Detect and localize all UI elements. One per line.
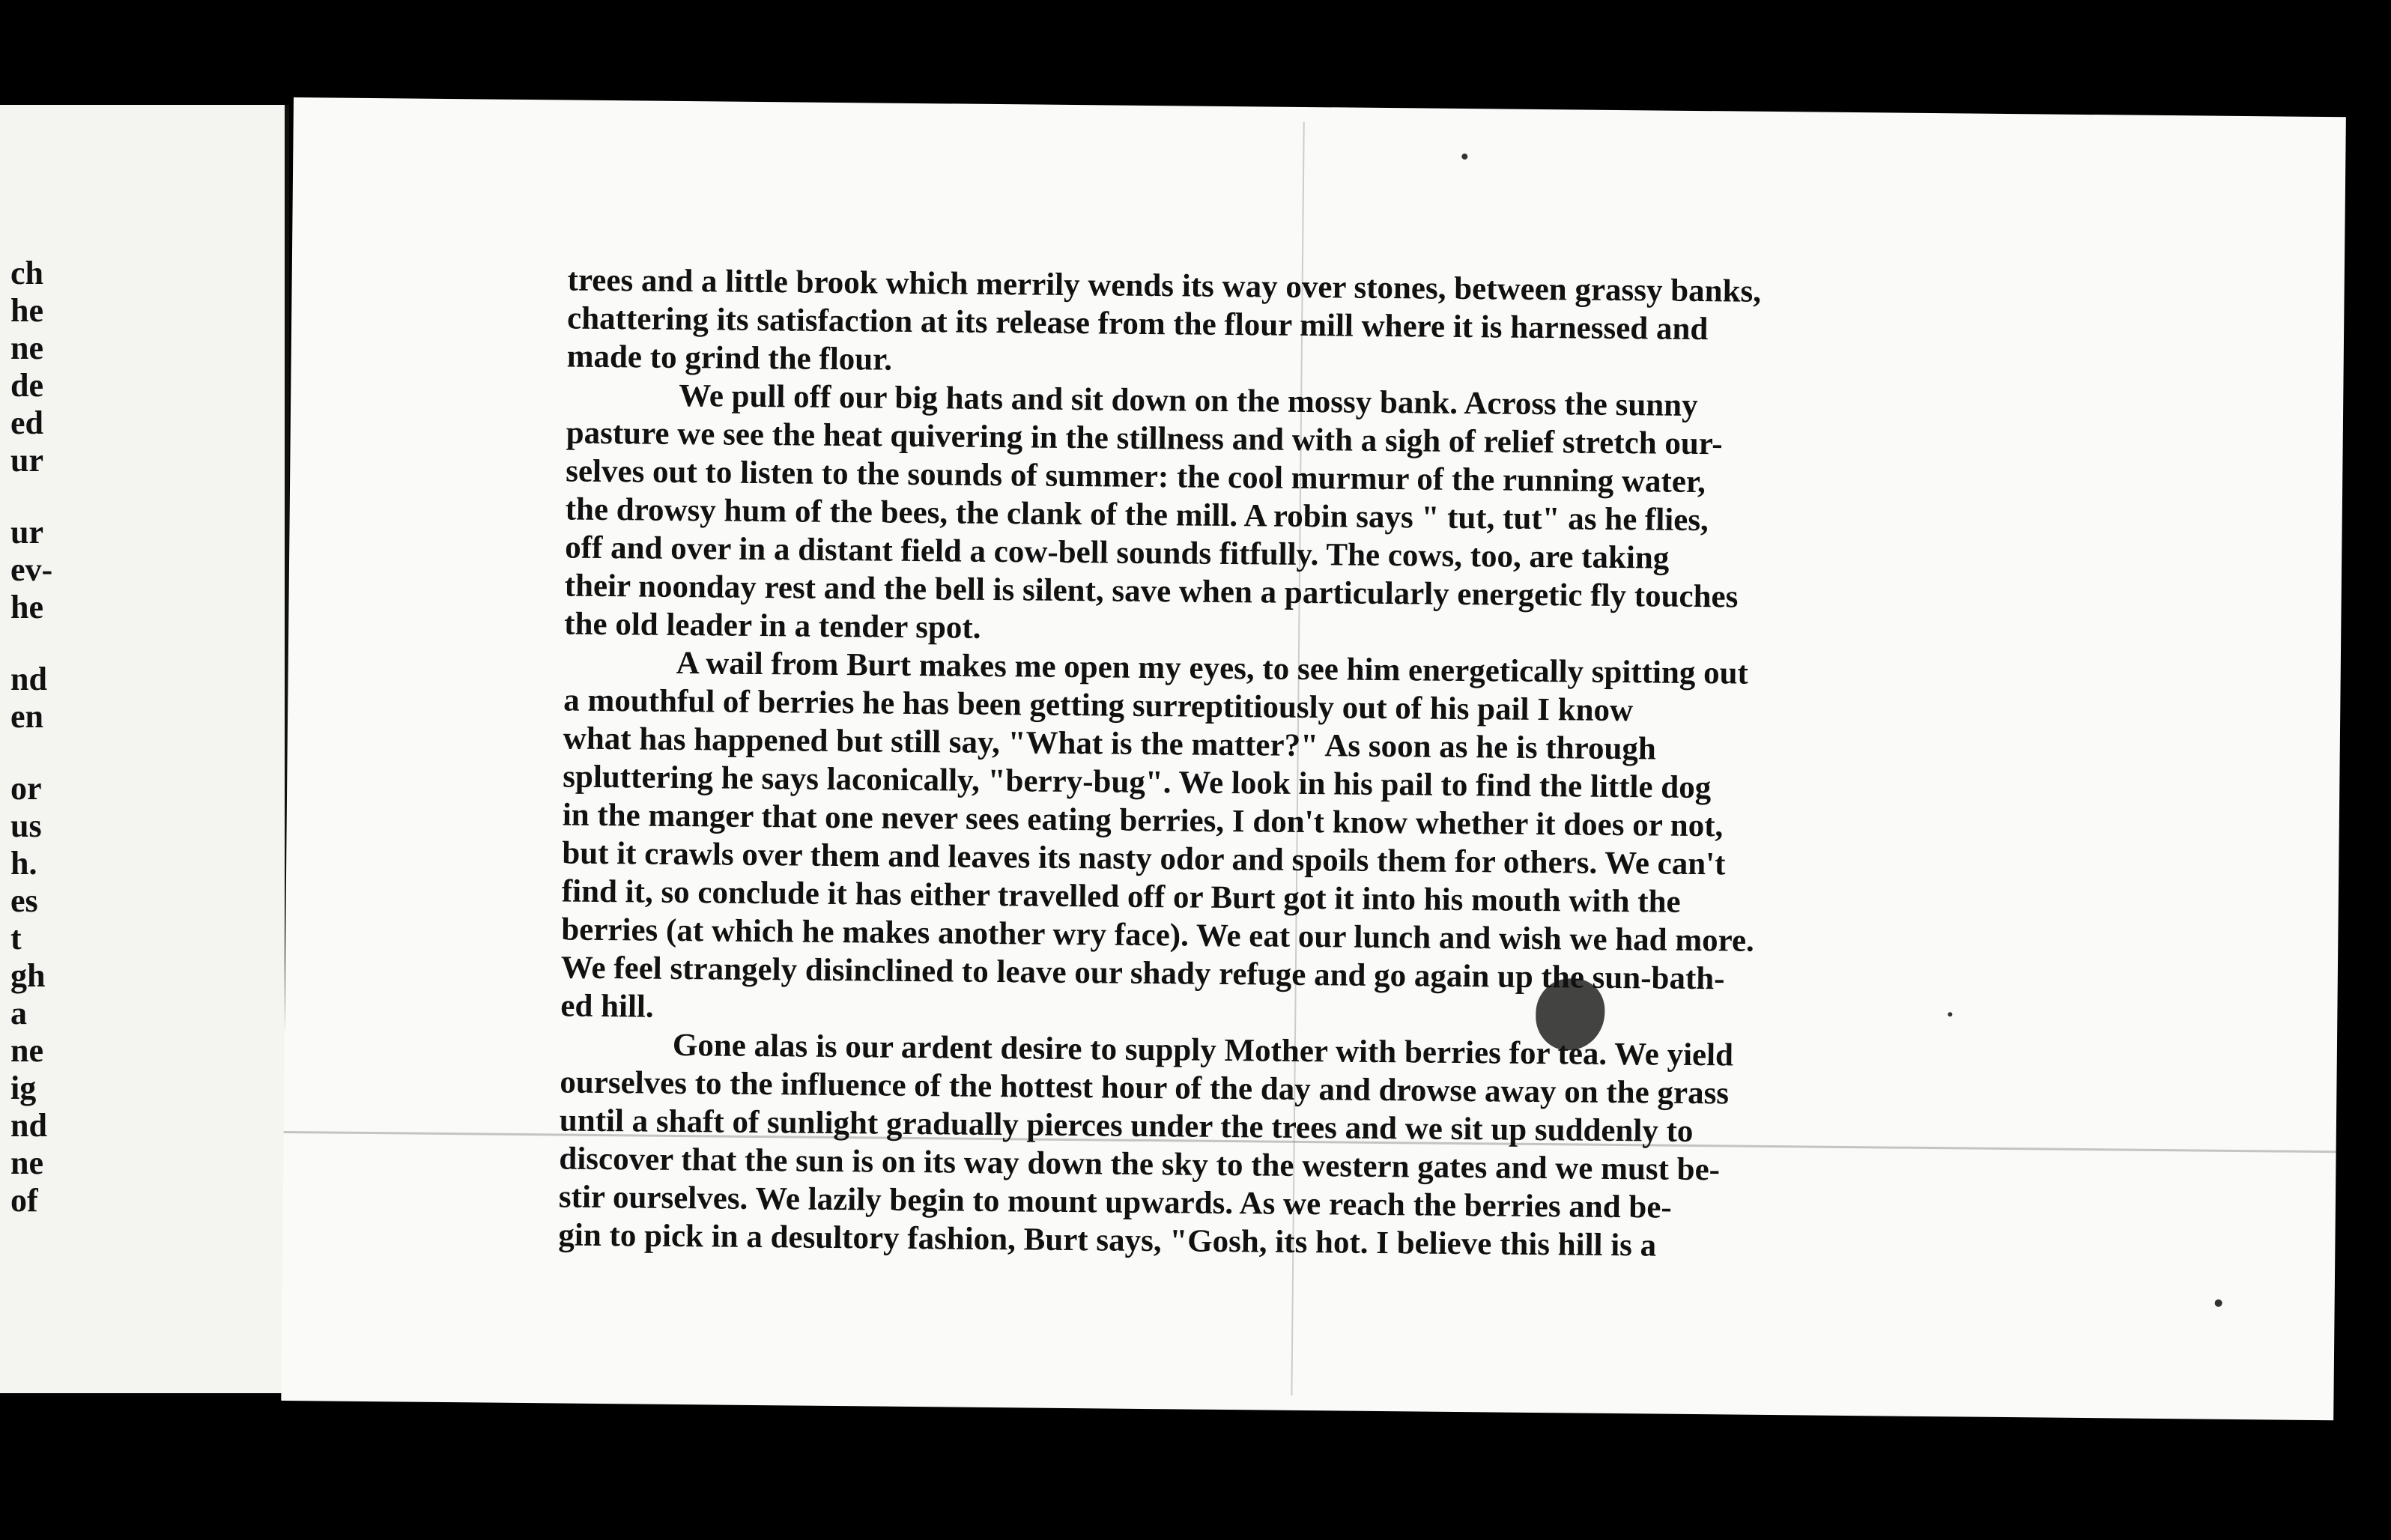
left-fragment: or [10, 770, 42, 807]
left-fragment: de [10, 367, 43, 404]
left-fragment: h. [10, 845, 37, 882]
text-line: but it crawls over them and leaves its nasty odor and spoils them for others. We can't [562, 835, 1726, 882]
text-line: trees and a little brook which merrily wends its way over stones, between grassy banks, [567, 262, 1762, 309]
left-fragment: a [10, 995, 27, 1031]
text-line: berries (at which he makes another wry face). We eat our lunch and wish we had more. [561, 912, 1755, 959]
text-line: what has happened but still say, "What is the matter?" As soon as he is through [563, 721, 1657, 767]
left-fragment: en [10, 698, 43, 735]
left-fragment: us [10, 807, 42, 844]
left-fragment: ne [10, 1145, 43, 1181]
text-line: ourselves to the influence of the hottest hour of the day and drowse away on the grass [560, 1064, 1730, 1112]
text-line: pasture we see the heat quivering in the stillness and with a sigh of relief stretch our- [566, 415, 1723, 462]
text-line: the drowsy hum of the bees, the clank of the mill. A robin says " tut, tut" as he flies, [565, 491, 1709, 539]
text-line: stir ourselves. We lazily begin to mount upwards. As we reach the berries and be- [558, 1179, 1672, 1225]
text-line: gin to pick in a desultory fashion, Burt says, "Gosh, its hot. I believe this hill is a [558, 1217, 1657, 1264]
body-text [558, 261, 1991, 1268]
left-fragment: gh [10, 957, 46, 994]
text-line: discover that the sun is on its way down the sky to the western gates and we must be- [559, 1141, 1721, 1188]
text-line: until a shaft of sunlight gradually pierces under the trees and we sit up suddenly to [559, 1103, 1694, 1149]
left-fragment: ur [10, 442, 43, 479]
left-fragment: ne [10, 1032, 43, 1069]
left-fragment: he [10, 292, 43, 329]
text-line: selves out to listen to the sounds of summer: the cool murmur of the running water, [566, 453, 1706, 500]
left-fragment: nd [10, 1107, 47, 1144]
left-fragment: ig [10, 1070, 37, 1106]
left-fragment: ne [10, 330, 43, 366]
left-fragment: he [10, 589, 43, 625]
left-page-edge [0, 105, 289, 1393]
text-line: their noonday rest and the bell is silent, save when a particularly energetic fly touches [564, 568, 1739, 615]
text-line: in the manger that one never sees eating berries, I don't know whether it does or not, [562, 797, 1724, 844]
left-fragment: nd [10, 661, 47, 697]
left-fragment: ev- [10, 551, 53, 588]
left-fragment: t [10, 920, 22, 957]
text-line: chattering its satisfaction at its release from the flour mill where it is harnessed and [566, 300, 1709, 348]
document-page [281, 97, 2346, 1420]
text-line: Gone alas is our ardent desire to supply Mother with berries for tea. We yield [672, 1027, 1734, 1073]
left-fragment: ch [10, 255, 43, 291]
left-fragment [10, 736, 52, 770]
text-line: spluttering he says laconically, "berry-bug". We look in his pail to find the little dog [563, 759, 1712, 806]
text-line: off and over in a distant field a cow-bell sounds fitfully. The cows, too, are taking [565, 530, 1670, 576]
left-fragment: ed [10, 404, 43, 441]
left-fragment: of [10, 1182, 38, 1219]
dust-speck [2215, 1300, 2222, 1307]
text-line: a mouthful of berries he has been getting surreptitiously out of his pail I know [563, 682, 1634, 729]
dust-speck [1461, 154, 1467, 160]
text-line: made to grind the flour. [566, 339, 893, 378]
text-line: ed hill. [560, 988, 654, 1025]
text-line: the old leader in a tender spot. [564, 606, 981, 646]
text-line: find it, so conclude it has either travelled off or Burt got it into his mouth with the [561, 873, 1681, 920]
left-fragment [10, 479, 52, 514]
left-fragment: ur [10, 514, 43, 551]
text-line: We pull off our big hats and sit down on the mossy bank. Across the sunny [678, 378, 1698, 424]
left-fragment [10, 626, 52, 661]
left-page-fragments [10, 255, 52, 1219]
text-line: A wail from Burt makes me open my eyes, to see him energetically spitting out [676, 645, 1749, 691]
text-line: We feel strangely disinclined to leave our shady refuge and go again up the sun-bath- [560, 950, 1725, 997]
left-fragment: es [10, 882, 38, 919]
